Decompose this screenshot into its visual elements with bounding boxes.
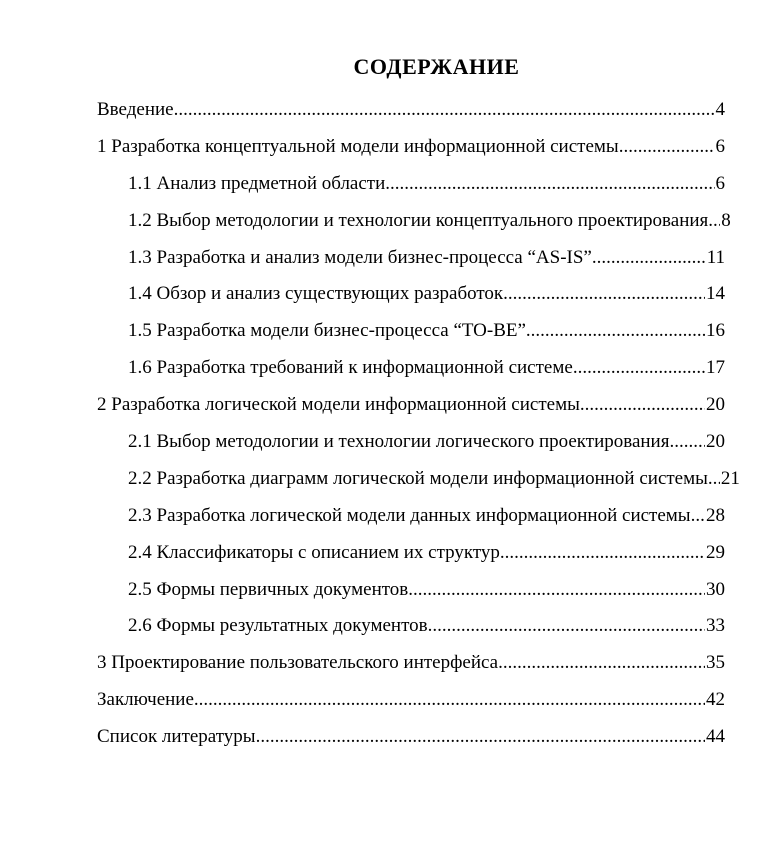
toc-entry <box>97 503 725 540</box>
dot-leader <box>708 466 720 491</box>
toc-entry-page: 29 <box>706 541 725 563</box>
dot-leader <box>526 318 705 343</box>
toc-entry-page: 30 <box>706 578 725 600</box>
toc-entry <box>97 355 725 392</box>
toc-entry-label: Заключение <box>97 689 194 711</box>
toc-entry <box>97 577 725 614</box>
toc-entry-page: 6 <box>715 135 725 157</box>
dot-leader <box>573 355 705 380</box>
toc-entry-label: 2 Разработка логической модели информационной системы <box>97 394 580 416</box>
toc-entry-page: 21 <box>720 467 740 489</box>
toc-entry <box>97 134 725 171</box>
toc-entry <box>97 687 725 724</box>
toc-entry-page: 14 <box>706 283 725 305</box>
toc-entry-page: 44 <box>706 726 725 748</box>
toc-entry-label: 2.3 Разработка логической модели данных информационной системы <box>128 504 691 526</box>
dot-leader <box>194 687 705 712</box>
toc-entry-page: 4 <box>715 99 725 120</box>
toc-entry-label: 1 Разработка концептуальной модели информационной системы <box>97 135 619 157</box>
toc-entry-label: Введение <box>97 99 174 120</box>
toc-entry <box>97 392 725 429</box>
dot-leader <box>669 429 705 454</box>
toc-entry-label: 1.1 Анализ предметной области <box>128 172 386 194</box>
toc-entry-page: 17 <box>706 357 725 379</box>
toc-entry <box>97 208 731 245</box>
toc-list <box>97 97 740 761</box>
toc-entry-page: 16 <box>706 320 725 342</box>
toc-entry-page: 11 <box>706 246 725 268</box>
toc-entry <box>97 245 725 282</box>
toc-entry-page: 6 <box>715 172 725 194</box>
toc-entry-page: 33 <box>706 615 725 637</box>
toc-entry-label: 2.5 Формы первичных документов <box>128 578 409 600</box>
dot-leader <box>503 281 705 306</box>
toc-entry <box>97 429 725 466</box>
toc-heading: СОДЕРЖАНИЕ <box>353 54 520 79</box>
dot-leader <box>256 724 705 749</box>
toc-entry <box>97 318 725 355</box>
toc-entry <box>97 466 740 503</box>
dot-leader <box>592 245 706 270</box>
toc-entry <box>97 171 725 208</box>
toc-entry <box>97 97 725 134</box>
toc-entry-label: 2.2 Разработка диаграмм логической модели информационной системы <box>128 467 708 489</box>
dot-leader <box>385 171 714 196</box>
toc-entry <box>97 650 725 687</box>
dot-leader <box>408 577 705 602</box>
dot-leader <box>174 97 715 122</box>
toc-entry-label: 2.6 Формы результатных документов <box>128 615 428 637</box>
toc-entry-page: 8 <box>721 209 731 231</box>
dot-leader <box>580 392 705 417</box>
toc-entry-label: 2.4 Классификаторы с описанием их структур <box>128 541 500 563</box>
dot-leader <box>708 208 720 233</box>
document-page <box>0 54 781 863</box>
toc-entry-page: 20 <box>706 394 725 416</box>
dot-leader <box>500 540 705 565</box>
toc-entry-page: 42 <box>706 689 725 711</box>
toc-entry-label: 2.1 Выбор методологии и технологии логического проектирования <box>128 431 670 453</box>
dot-leader <box>428 613 705 638</box>
toc-entry-label: 3 Проектирование пользовательского интерфейса <box>97 652 499 674</box>
toc-entry <box>97 540 725 577</box>
dot-leader <box>619 134 715 159</box>
toc-entry-page: 28 <box>706 504 725 526</box>
toc-entry <box>97 281 725 318</box>
toc-entry <box>97 724 725 761</box>
dot-leader <box>691 503 705 528</box>
toc-entry-label: Список литературы <box>97 726 256 748</box>
dot-leader <box>498 650 705 675</box>
toc-entry-label: 1.6 Разработка требований к информационной системе <box>128 357 573 379</box>
toc-entry <box>97 613 725 650</box>
toc-entry-page: 35 <box>706 652 725 674</box>
toc-entry-label: 1.4 Обзор и анализ существующих разработок <box>128 283 504 305</box>
toc-entry-label: 1.5 Разработка модели бизнес-процесса “TO-BE” <box>128 320 526 342</box>
toc-entry-label: 1.3 Разработка и анализ модели бизнес-процесса “AS-IS” <box>128 246 592 268</box>
toc-entry-label: 1.2 Выбор методологии и технологии концептуального проектирования <box>128 209 709 231</box>
toc-entry-page: 20 <box>706 431 725 453</box>
